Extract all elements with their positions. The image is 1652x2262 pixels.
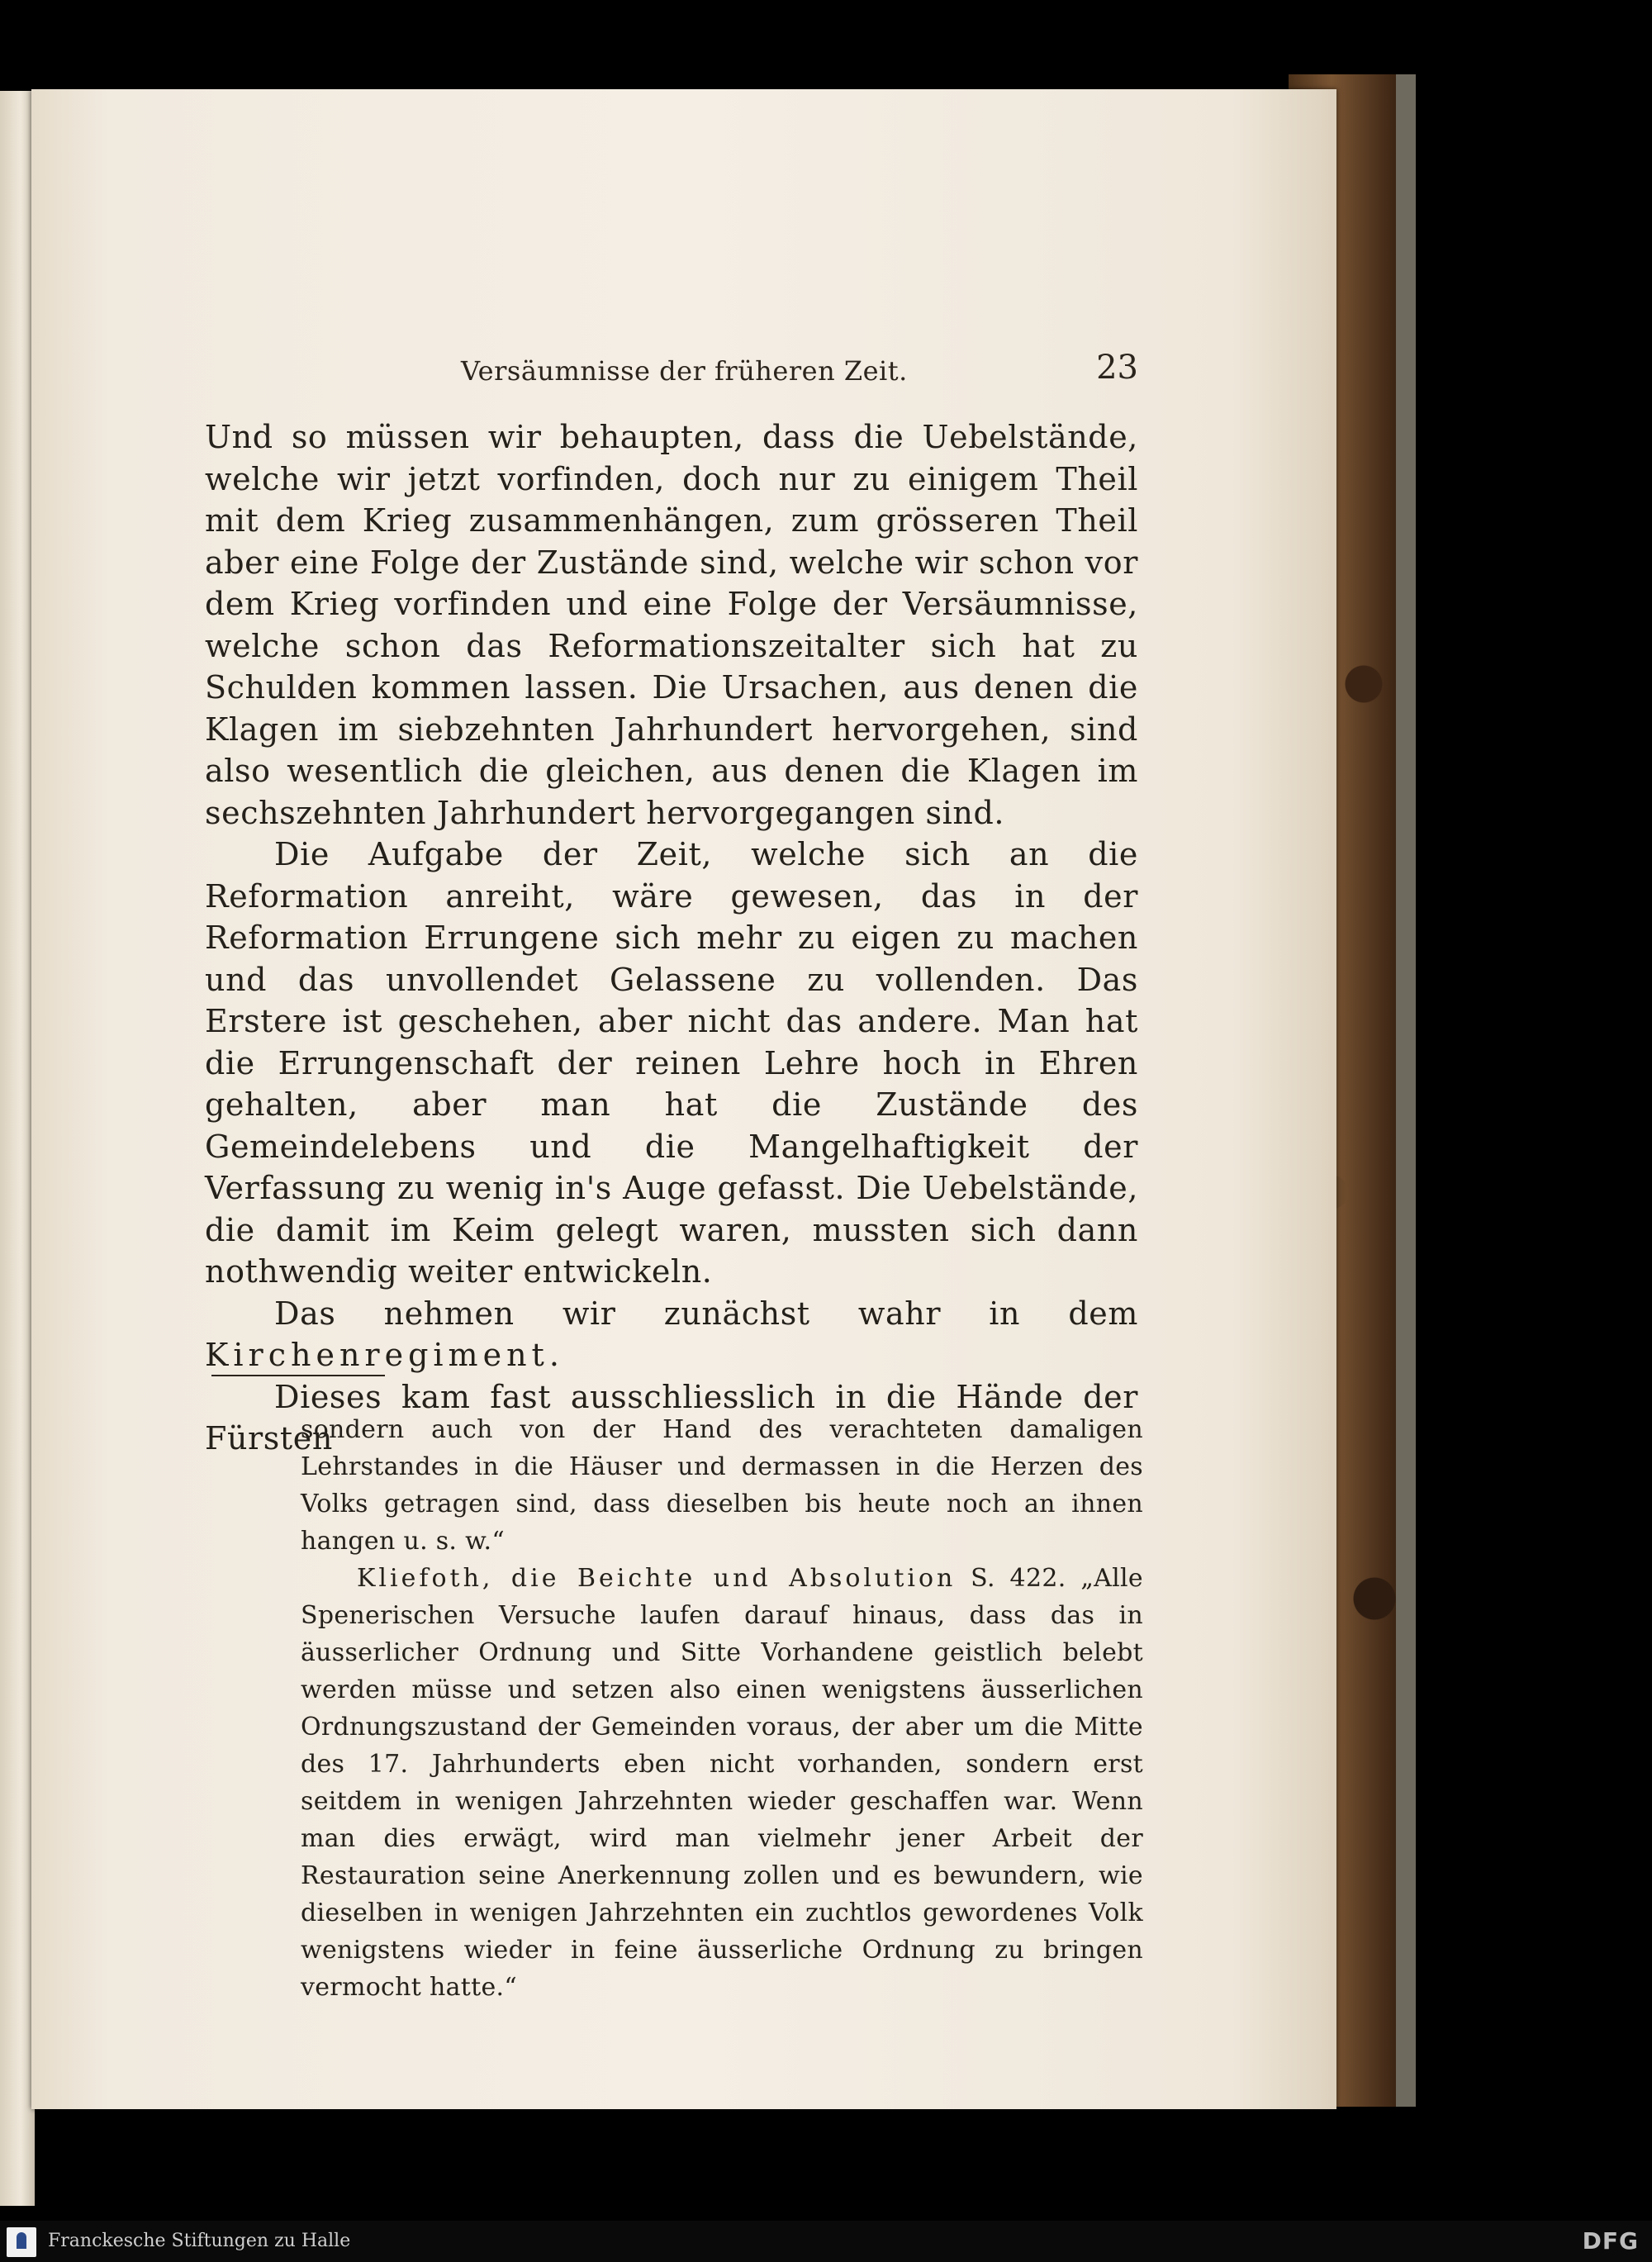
paragraph-4: Dieses kam fast ausschliesslich in die Hände der Fürsten [205,1378,1138,1457]
left-page-edge [0,91,35,2206]
paragraph-2: Die Aufgabe der Zeit, welche sich an die Reformation anreiht, wäre gewesen, das in der Reformation Errungene sich mehr zu eigen zu machen und das unvollendet Gelassene zu vollenden. Das Erstere ist geschehen, aber nicht das andere. Man hat die Errungenschaft der reinen Lehre hoch in Ehren gehalten, aber man hat die Zustände des Gemeindelebens und die Mangelhaftigkeit der Verfassung zu wenig in's Auge gefasst. Die Uebelstände, die damit im Keim gelegt waren, mussten sich dann nothwendig weiter entwickeln. [205,836,1138,1290]
main-text [205,416,1138,1460]
footnote [301,1411,1143,2006]
footnote-paragraph-1: sondern auch von der Hand des verachteten damaligen Lehrstandes in die Häuser und dermassen in die Herzen des Volks getragen sind, dass dieselben bis heute noch an ihnen hangen u. s. w.“ [301,1415,1143,1556]
footnote-paragraph-2-text: S. 422. „Alle Spenerischen Versuche laufen darauf hinaus, dass das in äusserlicher Ordnung und Sitte Vorhandene geistlich belebt werden müsse und setzen also einen wenigstens äusserlichen Ordnungszustand der Gemeinden voraus, der aber um die Mitte des 17. Jahrhunderts eben nicht vorhanden, sondern erst seitdem in wenigen Jahrzehnten wieder geschaffen war. Wenn man dies erwägt, wird man vielmehr jener Arbeit der Restauration seine Anerkennung zollen und es bewundern, wie dieselben in wenigen Jahrzehnten ein zuchtlos gewordenes Volk wenigstens wieder in feine äusserliche Ordnung zu bringen vermocht hatte.“ [301,1564,1143,2002]
dfg-logo: DFG [1582,2227,1639,2255]
footnote-separator [211,1375,385,1376]
spaced-term-kirchenregiment: Kirchenregiment [205,1337,549,1373]
institution-name: Franckesche Stiftungen zu Halle [48,2231,351,2251]
footnote-paragraph-2 [301,1560,1143,2006]
institution-logo-icon [7,2227,36,2257]
paragraph-3-end: . [548,1337,560,1373]
page-header [164,349,1138,397]
paragraph-3 [205,1293,1138,1376]
paragraph-1: Und so müssen wir behaupten, dass die Uebelstände, welche wir jetzt vorfinden, doch nur zu einigem Theil mit dem Krieg zusammenhängen, zum grösseren Theil aber eine Folge der Zustände sind, welche wir schon vor dem Krieg vorfinden und eine Folge der Versäumnisse, welche schon das Reformationszeitalter sich hat zu Schulden kommen lassen. Die Ursachen, aus denen die Klagen im siebzehnten Jahrhundert hervorgehen, sind also wesentlich die gleichen, aus denen die Klagen im sechszehnten Jahrhundert hervorgegangen sind. [205,419,1138,831]
paragraph-3-text: Das nehmen wir zunächst wahr in dem [274,1295,1138,1332]
running-head: Versäumnisse der früheren Zeit. [461,355,908,387]
book-page [31,89,1336,2109]
page-number: 23 [1096,349,1138,387]
viewer-footer [0,2221,1652,2262]
footnote-citation: Kliefoth, die Beichte und Absolution [357,1564,957,1593]
